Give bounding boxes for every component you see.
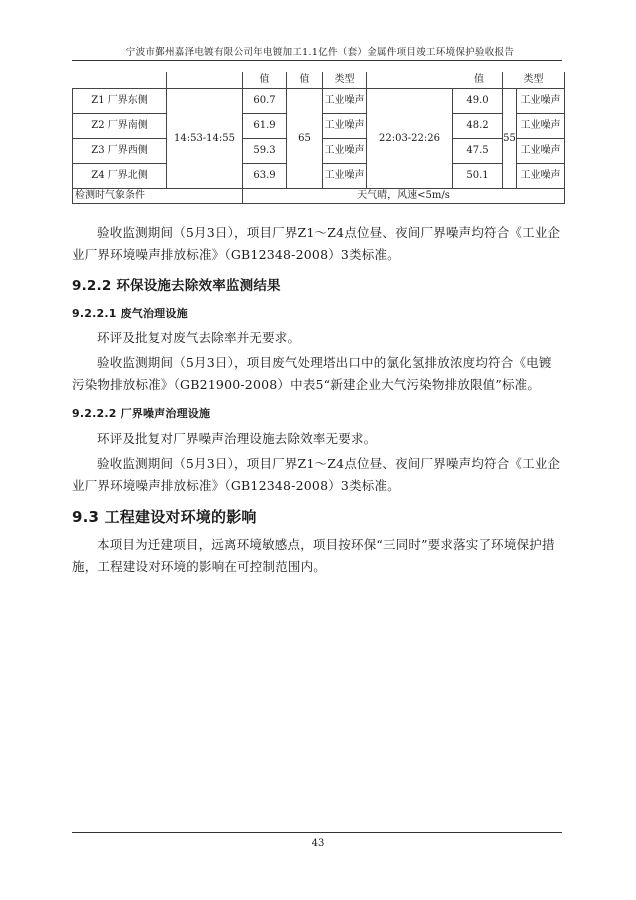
page-number: 43 — [311, 838, 325, 849]
day-value-cell: 63.9 — [243, 164, 287, 189]
section-heading-9-2-2: 9.2.2 环保设施去除效率监测结果 — [72, 278, 281, 294]
header-rule — [72, 60, 562, 61]
section-heading-9-2-2-2: 9.2.2.2 厂界噪声治理设施 — [72, 407, 211, 420]
night-time-cell: 22:03-22:26 — [367, 89, 453, 189]
paragraph: 验收监测期间（5月3日），项目厂界Z1～Z4点位昼、夜间厂界噪声均符合《工业企业厂界环境噪声排放标准》（GB12348-2008）3类标准。 — [72, 456, 561, 493]
paragraph: 验收监测期间（5月3日），项目废气处理塔出口中的氯化氢排放浓度均符合《电镀污染物排放标准》（GB21900-2008）中表5“新建企业大气污染物排放限值”标准。 — [72, 355, 552, 392]
table-header-blank — [167, 72, 243, 89]
location-cell: Z1 厂界东侧 — [73, 89, 167, 114]
table-header-cell: 类型 — [503, 72, 565, 89]
table-row — [73, 89, 565, 114]
day-value-cell: 59.3 — [243, 139, 287, 164]
location-cell: Z2 厂界南侧 — [73, 114, 167, 139]
table-header-cell: 类型 — [323, 72, 367, 89]
night-type-cell: 工业噪声 — [517, 114, 565, 139]
night-value-cell: 48.2 — [453, 114, 503, 139]
weather-label: 检测时气象条件 — [73, 189, 243, 204]
location-cell: Z4 厂界北侧 — [73, 164, 167, 189]
table-header-blank — [73, 72, 167, 89]
page-header: 宁波市鄞州嘉泽电镀有限公司年电镀加工1.1亿件（套）金属件项目竣工环境保护验收报告 — [125, 47, 515, 58]
day-type-cell: 工业噪声 — [323, 114, 367, 139]
day-limit-cell: 65 — [287, 89, 323, 189]
paragraph: 本项目为迁建项目，远离环境敏感点，项目按环保“三同时”要求落实了环境保护措施，工程建设对环境的影响在可控制范围内。 — [72, 537, 555, 574]
night-value-cell: 50.1 — [453, 164, 503, 189]
day-type-cell: 工业噪声 — [323, 139, 367, 164]
night-limit-cell: 55 — [503, 89, 517, 189]
night-value-cell: 47.5 — [453, 139, 503, 164]
location-cell: Z3 厂界西侧 — [73, 139, 167, 164]
night-type-cell: 工业噪声 — [517, 89, 565, 114]
table-header-cell: 值 — [243, 72, 287, 89]
paragraph: 环评及批复对厂界噪声治理设施去除效率无要求。 — [97, 431, 377, 446]
paragraph: 环评及批复对废气去除率并无要求。 — [97, 330, 301, 345]
day-value-cell: 61.9 — [243, 114, 287, 139]
weather-value: 天气晴，风速<5m/s — [243, 189, 565, 204]
day-time-cell: 14:53-14:55 — [167, 89, 243, 189]
footer-rule — [72, 832, 562, 833]
day-type-cell: 工业噪声 — [323, 164, 367, 189]
section-heading-9-3: 9.3 工程建设对环境的影响 — [72, 508, 257, 526]
night-value-cell: 49.0 — [453, 89, 503, 114]
weather-row — [73, 189, 565, 204]
noise-results-table — [72, 72, 565, 204]
day-value-cell: 60.7 — [243, 89, 287, 114]
table-header-cell: 值 — [367, 72, 503, 89]
night-type-cell: 工业噪声 — [517, 139, 565, 164]
day-type-cell: 工业噪声 — [323, 89, 367, 114]
paragraph: 验收监测期间（5月3日），项目厂界Z1～Z4点位昼、夜间厂界噪声均符合《工业企业厂界环境噪声排放标准》（GB12348-2008）3类标准。 — [72, 225, 561, 262]
table-header-cell: 值 — [287, 72, 323, 89]
section-heading-9-2-2-1: 9.2.2.1 废气治理设施 — [72, 307, 188, 320]
night-type-cell: 工业噪声 — [517, 164, 565, 189]
